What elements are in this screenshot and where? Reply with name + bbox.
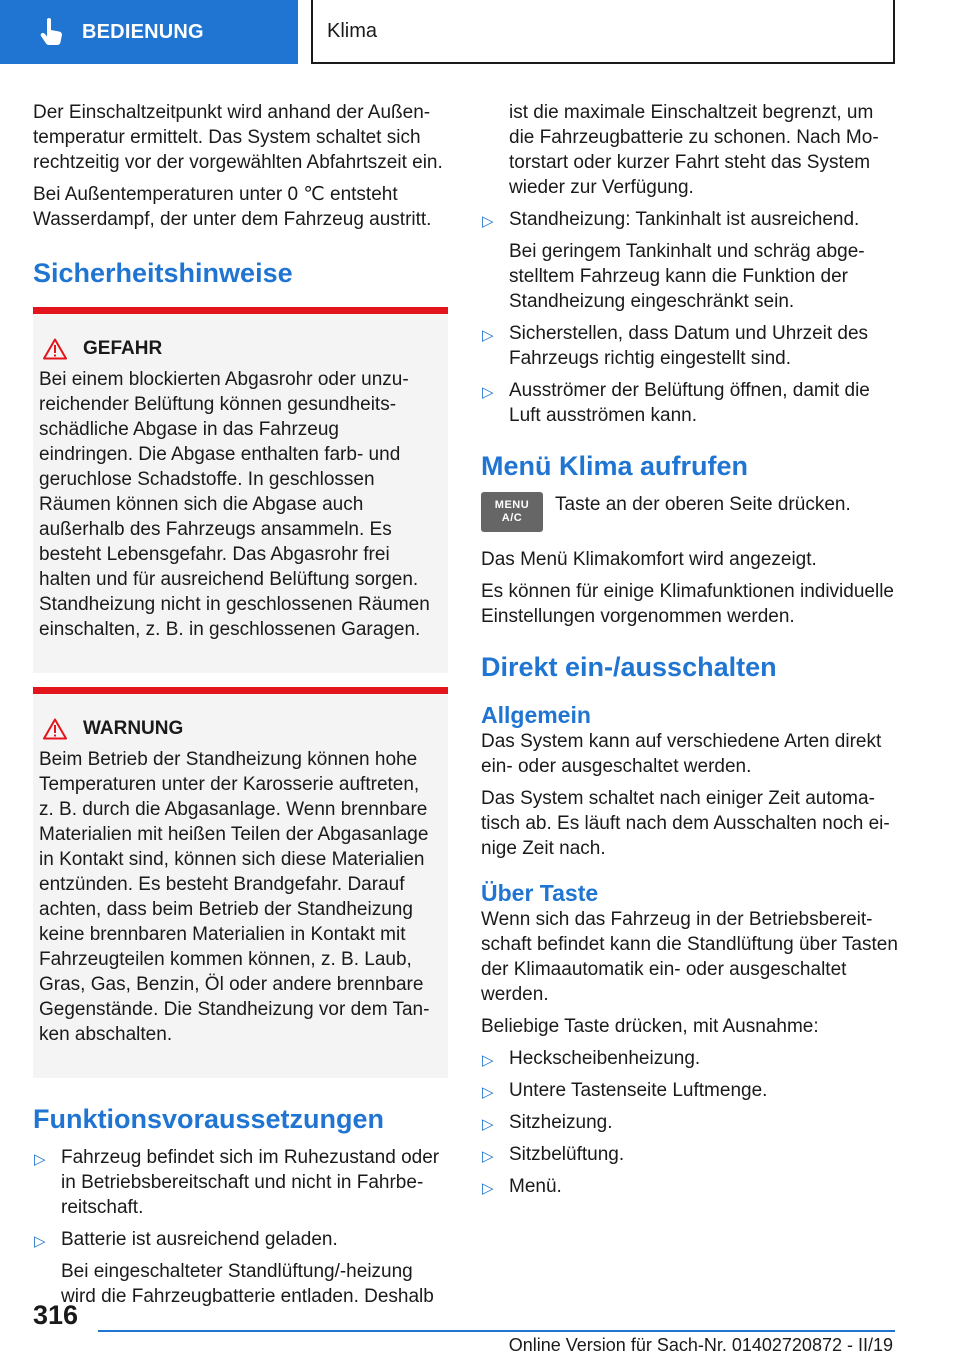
danger-text: Bei einem blockierten Abgasrohr oder unzureichender Belüftung können gesundheitsschädliche Abgase in das Fahrzeug eindringen. Die Abgase enthalten farb- und geruchlose Schadstoffe. In geschlossen Räumen können sich die Abgase auch außerhalb des Fahrzeugs ansammeln. Es besteht Lebensgefahr. Das Abgasrohr frei halten und für ausreichend Belüftung sorgen. Standheizung nicht in geschlossenen Räumen einschalten, z. B. in geschlossenen Garagen. bbox=[39, 369, 430, 640]
menu-ac-key-icon: MENU A/C bbox=[481, 492, 543, 532]
triangle-bullet-icon: ▷ bbox=[482, 327, 494, 344]
menu-paragraph-1: Das Menü Klimakomfort wird angezeigt. bbox=[481, 549, 817, 570]
button-heading: Über Taste bbox=[481, 880, 599, 906]
safety-heading: Sicherheitshinweise bbox=[33, 258, 293, 288]
triangle-bullet-icon: ▷ bbox=[482, 1148, 494, 1165]
triangle-bullet-icon: ▷ bbox=[482, 384, 494, 401]
list-item-continued: ist die maximale Einschaltzeit begrenzt, um die Fahrzeugbatterie zu schonen. Nach Motorstart oder kurzer Fahrt steht das System wieder zur Verfügung. bbox=[509, 102, 879, 198]
danger-title-row bbox=[39, 336, 438, 361]
menu-heading: Menü Klima aufrufen bbox=[481, 451, 749, 481]
warning-title-row bbox=[39, 716, 438, 741]
triangle-bullet-icon: ▷ bbox=[34, 1233, 46, 1250]
topic-tab bbox=[311, 0, 895, 64]
exceptions-list bbox=[481, 1046, 899, 1199]
intro-paragraph-2: Bei Außentemperaturen unter 0 ℃ entsteht Wasserdampf, der unter dem Fahrzeug austritt. bbox=[33, 184, 432, 230]
warning-title: WARNUNG bbox=[83, 718, 184, 739]
list-item: ▷ Ausströmer der Belüftung öffnen, damit die Luft ausströmen kann. bbox=[482, 380, 870, 426]
footer-divider bbox=[98, 1330, 895, 1332]
list-item: ▷ Menü. bbox=[481, 1174, 899, 1199]
page-number: 316 bbox=[33, 1300, 79, 1330]
topic-label: Klima bbox=[327, 19, 378, 42]
list-item: ▷ Sitzheizung. bbox=[481, 1110, 899, 1135]
list-item: ▷ Sicherstellen, dass Datum und Uhrzeit des Fahrzeugs richtig eingestellt sind. bbox=[482, 323, 869, 369]
list-item: ▷ Heckscheibenheizung. bbox=[481, 1046, 899, 1071]
danger-title: GEFAHR bbox=[83, 338, 163, 359]
left-column bbox=[33, 100, 448, 1316]
intro-paragraph-1: Der Einschaltzeitpunkt wird anhand der Außentemperatur ermittelt. Das System schaltet sich rechtzeitig vor der vorgewählten Abfahrtszeit ein. bbox=[33, 102, 443, 173]
triangle-bullet-icon: ▷ bbox=[482, 1180, 494, 1197]
warning-triangle-icon bbox=[43, 718, 67, 740]
prerequisites-list bbox=[33, 1145, 448, 1309]
general-paragraph-2: Das System schaltet nach einiger Zeit automatisch ab. Es läuft nach dem Ausschalten noch einige Zeit nach. bbox=[481, 788, 890, 859]
list-item: ▷ Fahrzeug befindet sich im Ruhezustand oder in Betriebsbereitschaft und nicht in Fahrbereitschaft. bbox=[34, 1147, 440, 1218]
list-item: ▷ Sitzbelüftung. bbox=[481, 1142, 899, 1167]
section-label: BEDIENUNG bbox=[82, 20, 204, 43]
general-paragraph-1: Das System kann auf verschiedene Arten direkt ein- oder ausgeschaltet werden. bbox=[481, 731, 882, 777]
warning-triangle-icon bbox=[43, 338, 67, 360]
triangle-bullet-icon: ▷ bbox=[482, 1052, 494, 1069]
right-column bbox=[481, 100, 899, 1206]
warning-text: Beim Betrieb der Standheizung können hohe Temperaturen unter der Karosserie auftreten, z. B. durch die Abgasanlage. Wenn brennbare Materialien mit heißen Teilen der Abgasanlage in Kontakt sind, können sich diese Materialien entzünden. Es besteht Brandgefahr. Darauf achten, dass beim Betrieb der Standheizung keine brennbaren Materialien in Kontakt mit Fahrzeugteilen kommen können, z. B. Laub, Gras, Gas, Benzin, Öl oder andere brennbare Gegenstände. Die Standheizung vor dem Tanken abschalten. bbox=[39, 749, 430, 1045]
online-version-text: Online Version für Sach-Nr. 01402720872 - II/19 bbox=[508, 1335, 893, 1355]
list-item: ▷ Untere Tastenseite Luftmenge. bbox=[481, 1078, 899, 1103]
header-section-tab bbox=[0, 0, 298, 64]
triangle-bullet-icon: ▷ bbox=[482, 213, 494, 230]
hand-pointer-icon bbox=[38, 17, 64, 47]
triangle-bullet-icon: ▷ bbox=[482, 1116, 494, 1133]
button-paragraph-2: Beliebige Taste drücken, mit Ausnahme: bbox=[481, 1016, 819, 1037]
button-paragraph-1: Wenn sich das Fahrzeug in der Betriebsbereitschaft befindet kann die Standlüftung über Tasten der Klimaautomatik ein- oder ausgeschaltet werden. bbox=[481, 909, 898, 1005]
list-item: ▷ Standheizung: Tankinhalt ist ausreichend. Bei geringem Tankinhalt und schräg abgestelltem Fahrzeug kann die Funktion der Standheizung eingeschränkt sein. bbox=[482, 209, 865, 312]
menu-key-row bbox=[481, 492, 899, 532]
prerequisites-list-continued bbox=[481, 100, 899, 428]
danger-box bbox=[33, 307, 448, 673]
list-item: ▷ Batterie ist ausreichend geladen. Bei eingeschalteter Standlüftung/-heizung wird die Fahrzeugbatterie entladen. Deshalb bbox=[34, 1229, 434, 1307]
prerequisites-heading: Funktionsvoraussetzungen bbox=[33, 1104, 385, 1134]
triangle-bullet-icon: ▷ bbox=[34, 1151, 46, 1168]
menu-paragraph-2: Es können für einige Klimafunktionen individuelle Einstellungen vorgenommen werden. bbox=[481, 581, 894, 627]
menu-key-instruction: Taste an der oberen Seite drücken. bbox=[555, 494, 851, 515]
warning-box bbox=[33, 687, 448, 1078]
triangle-bullet-icon: ▷ bbox=[482, 1084, 494, 1101]
direct-switch-heading: Direkt ein-/ausschalten bbox=[481, 652, 777, 682]
general-heading: Allgemein bbox=[481, 702, 591, 728]
